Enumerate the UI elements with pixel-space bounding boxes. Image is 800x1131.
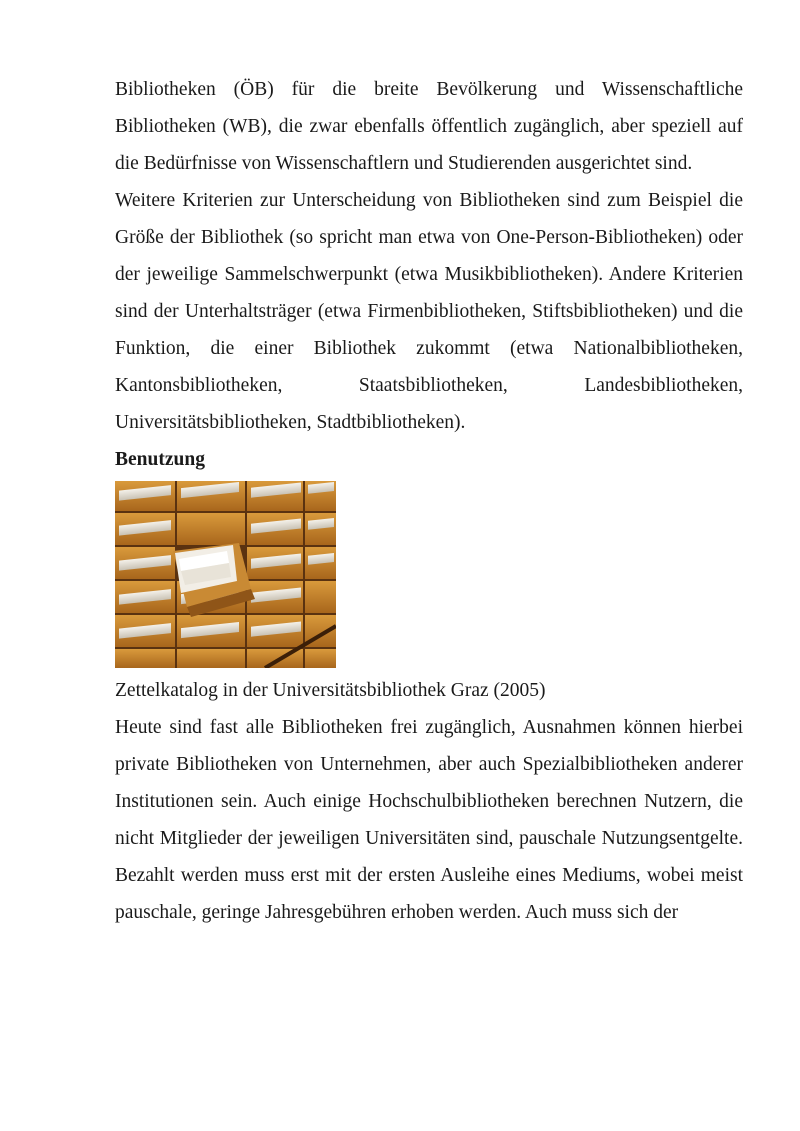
document-page xyxy=(115,71,743,931)
paragraph-criteria: Weitere Kriterien zur Unterscheidung von Bibliotheken sind zum Beispiel die Größe der Bibliothek (so spricht man etwa von One-Person-Bibliotheken) oder der jeweilige Sammelschwerpunkt (etwa Musikbibliotheken). Andere Kriterien sind der Unterhaltsträger (etwa Firmenbibliotheken, Stiftsbibliotheken) und die Funktion, die einer Bibliothek zukommt (etwa Nationalbibliotheken, Kantonsbibliotheken, Staatsbibliotheken, Landesbibliotheken, Universitätsbibliotheken, Stadtbibliotheken). xyxy=(115,190,743,433)
card-catalog-photo xyxy=(115,481,336,668)
section-heading: Benutzung xyxy=(115,449,205,470)
paragraph-library-types: Bibliotheken (ÖB) für die breite Bevölkerung und Wissenschaftliche Bibliotheken (WB), die zwar ebenfalls öffentlich zugänglich, aber speziell auf die Bedürfnisse von Wissenschaftlern und Studierenden ausgerichtet sind. xyxy=(115,79,743,174)
figure-caption: Zettelkatalog in der Universitätsbibliothek Graz (2005) xyxy=(115,680,546,701)
paragraph-usage: Heute sind fast alle Bibliotheken frei zugänglich, Ausnahmen können hierbei private Bibliotheken von Unternehmen, aber auch Spezialbibliotheken anderer Institutionen sein. Auch einige Hochschulbibliotheken berechnen Nutzern, die nicht Mitglieder der jeweiligen Universitäten sind, pauschale Nutzungsentgelte. Bezahlt werden muss erst mit der ersten Ausleihe eines Mediums, wobei meist pauschale, geringe Jahresgebühren erhoben werden. Auch muss sich der xyxy=(115,717,743,923)
